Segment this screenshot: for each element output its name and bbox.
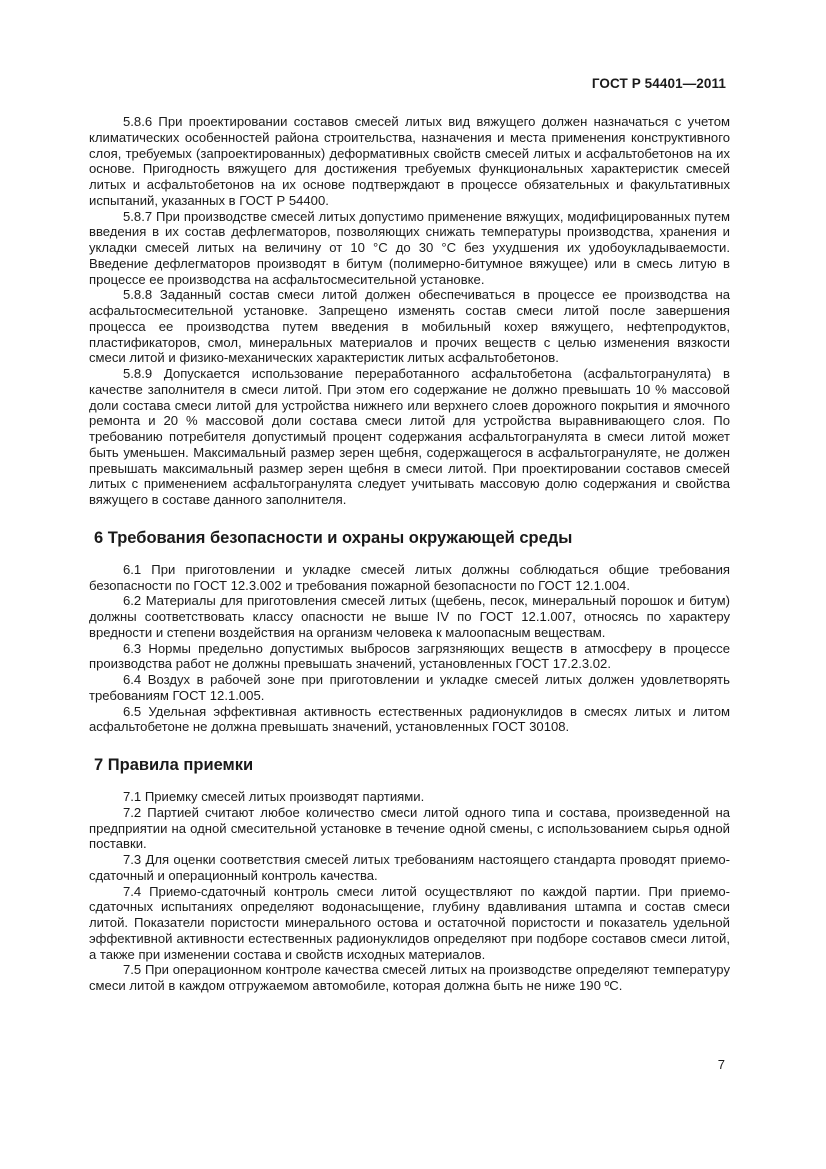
paragraph-6-2: 6.2 Материалы для приготовления смесей литых (щебень, песок, минеральный порошок и битум) должны соответствовать классу опасности не выше IV по ГОСТ 12.1.007, относясь по характеру вредности и степени воздействия на организм человека к малоопасным веществам. [89, 593, 730, 640]
paragraph-7-4: 7.4 Приемо-сдаточный контроль смеси литой осуществляют по каждой партии. При приемо-сдаточных испытаниях определяют водонасыщение, глубину вдавливания штампа и состав смеси литой. Показатели пористости минерального остова и остаточной пористости и показатель удельной эффективной активности естественных радионуклидов определяют при подборе составов смеси литой, а также при изменении состава и свойств исходных материалов. [89, 883, 730, 962]
paragraph-7-5: 7.5 При операционном контроле качества смесей литых на производстве определяют температуру смеси литой в каждом отгружаемом автомобиле, которая должна быть не ниже 190 ºС. [89, 962, 730, 993]
paragraph-6-3: 6.3 Нормы предельно допустимых выбросов загрязняющих веществ в атмосферу в процессе производства работ не должны превышать значений, установленных ГОСТ 17.2.3.02. [89, 640, 730, 672]
paragraph-5-8-8: 5.8.8 Заданный состав смеси литой должен обеспечиваться в процессе ее производства на асфальтосмесительной установке. Запрещено изменять состав смеси литой после завершения процесса ее производства путем введения в мобильный кохер вяжущего, нефтепродуктов, пластификаторов, смол, минеральных материалов и прочих веществ с целью изменения вязкости смеси литой и физико-механических характеристик литых асфальтобетонов. [89, 287, 730, 366]
paragraph-5-8-9: 5.8.9 Допускается использование переработанного асфальтобетона (асфальтогранулята) в качестве заполнителя в смеси литой. При этом его содержание не должно превышать 10 % массовой доли состава смеси литой для устройства нижнего или верхнего слоев дорожного покрытия и ямочного ремонта и 20 % массовой доли состава смеси литой для устройства выравнивающего слоя. По требованию потребителя допустимый процент содержания асфальтогранулята в смеси литой может быть уменьшен. Максимальный размер зерен щебня, содержащегося в асфальтогрануляте, не должен превышать максимальный размер зерен щебня в смеси литой. При проектировании составов смесей литых с применением асфальтогранулята следует учитывать массовую долю содержания и свойства вяжущего в составе данного заполнителя. [89, 366, 730, 507]
page-number: 7 [717, 1057, 725, 1072]
paragraph-6-4: 6.4 Воздух в рабочей зоне при приготовлении и укладке смесей литых должен удовлетворять требованиям ГОСТ 12.1.005. [89, 672, 730, 703]
paragraph-5-8-7: 5.8.7 При производстве смесей литых допустимо применение вяжущих, модифицированных путем введения в их состав дефлегматоров, позволяющих снижать температуры производства, хранения и укладки смесей литых на величину от 10 °С до 30 °С без ухудшения их удобоукладываемости. Введение дефлегматоров производят в битум (полимерно-битумное вяжущее) или в смесь литую в процессе ее производства на асфальтосмесительной установке. [89, 208, 730, 287]
paragraph-7-1: 7.1 Приемку смесей литых производят партиями. [123, 789, 425, 804]
document-code: ГОСТ Р 54401—2011 [591, 76, 726, 91]
section-6-title: 6 Требования безопасности и охраны окружающей среды [94, 528, 573, 547]
paragraph-7-2: 7.2 Партией считают любое количество смеси литой одного типа и состава, произведенной на предприятии на одной смесительной установке в течение одной смены, с использованием сырья одной поставки. [89, 804, 730, 852]
paragraph-7-3: 7.3 Для оценки соответствия смесей литых требованиям настоящего стандарта проводят приемо-сдаточный и операционный контроль качества. [89, 852, 730, 883]
page-content [89, 114, 730, 994]
paragraph-5-8-6: 5.8.6 При проектировании составов смесей литых вид вяжущего должен назначаться с учетом климатических особенностей района строительства, назначения и места применения конструктивного слоя, требуемых (запроектированных) деформативных свойств смесей литых и асфальтобетонов на их основе. Пригодность вяжущего для достижения требуемых функциональных характеристик смесей литых и асфальтобетонов на их основе подтверждают в процессе обязательных и факультативных испытаний, указанных в ГОСТ Р 54400. [89, 114, 730, 208]
paragraph-6-1: 6.1 При приготовлении и укладке смесей литых должны соблюдаться общие требования безопасности по ГОСТ 12.3.002 и требования пожарной безопасности по ГОСТ 12.1.004. [89, 561, 730, 593]
section-7-title: 7 Правила приемки [94, 756, 254, 774]
paragraph-6-5: 6.5 Удельная эффективная активность естественных радионуклидов в смесях литых и литом асфальтобетоне не должна превышать значений, установленных ГОСТ 30108. [89, 703, 730, 735]
